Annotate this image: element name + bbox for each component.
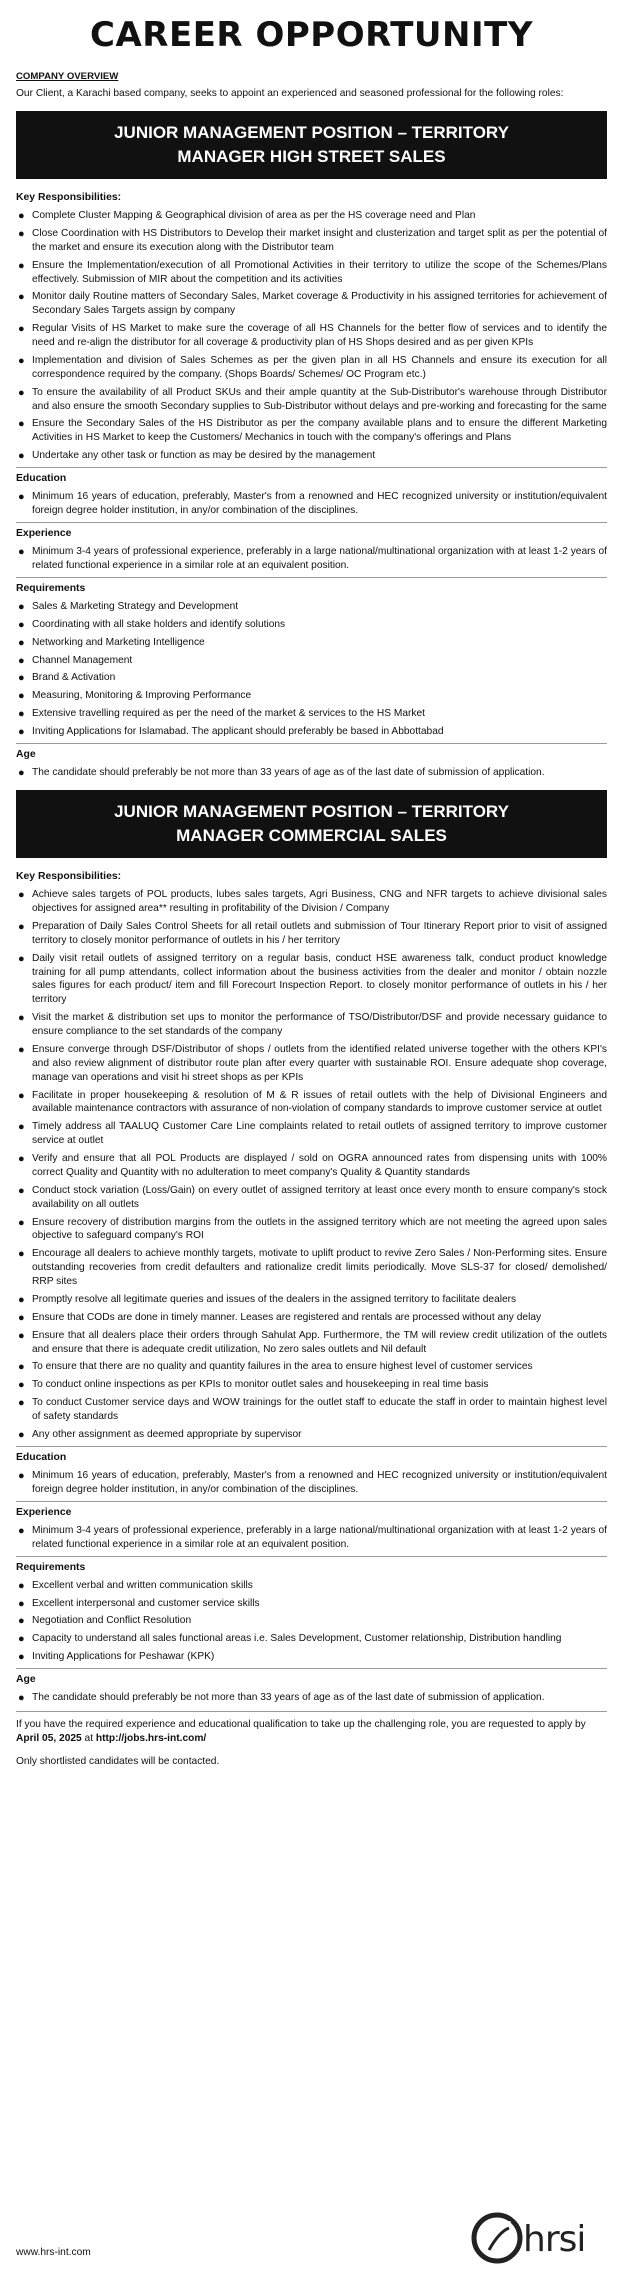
list-item-text: Preparation of Daily Sales Control Sheets for all retail outlets and submission of Tour Itinerary Report prior to visit of assigned territory to closely monitor performance of outlets in his / her territory (32, 920, 607, 946)
age-heading: Age (16, 1674, 36, 1686)
position-title-line1: JUNIOR MANAGEMENT POSITION – TERRITORY (114, 802, 509, 821)
list-item-text: Undertake any other task or function as may be desired by the management (32, 450, 376, 462)
list-item (16, 654, 607, 668)
bullet-icon: ● (18, 618, 25, 631)
list-item-text: Excellent verbal and written communication skills (32, 1579, 253, 1591)
list-item-text: Implementation and division of Sales Schemes as per the given plan in all HS Channels and ensure its execution for all correspondence required by the company. (Shops Boards/ Schemes/ OC Program etc.) (32, 354, 607, 380)
list-item (16, 1597, 607, 1611)
list-item (16, 671, 607, 685)
list-item-text: Timely address all TAALUQ Customer Care Line complaints related to retail outlets of assigned territory to improve customer service at outlet (32, 1121, 607, 1147)
education-heading: Education (16, 1451, 67, 1463)
hrsi-logo (471, 2210, 603, 2266)
company-overview-label: COMPANY OVERVIEW (16, 71, 119, 82)
bullet-icon: ● (18, 491, 25, 504)
list-item (16, 449, 607, 463)
bullet-icon: ● (18, 1153, 25, 1166)
list-item-text: Ensure recovery of distribution margins from the outlets in the assigned territory which are not meeting the agreed upon sales objective to safeguard company's ROI (32, 1216, 607, 1242)
age-section (16, 743, 607, 780)
list-item (16, 1614, 607, 1628)
bullet-icon: ● (18, 1121, 25, 1134)
list-item (16, 1311, 607, 1325)
experience-section (16, 1501, 607, 1552)
bullet-icon: ● (18, 259, 25, 272)
list-item-text: To conduct online inspections as per KPIs to monitor outlet sales and housekeeping in real time basis (32, 1379, 489, 1391)
list-item-text: Close Coordination with HS Distributors to Develop their market insight and clusterization and target split as per the potential of the market and ensure its execution along with the Distributor team (32, 227, 607, 253)
age-list (16, 766, 607, 780)
age-heading: Age (16, 748, 36, 760)
apply-text-at: at (81, 1732, 96, 1744)
list-item-text: Sales & Marketing Strategy and Development (32, 600, 239, 612)
experience-heading: Experience (16, 1506, 72, 1518)
position-banner (16, 790, 607, 858)
bullet-icon: ● (18, 418, 25, 431)
list-item-text: Inviting Applications for Islamabad. The applicant should preferably be based in Abbottabad (32, 726, 444, 738)
requirements-section (16, 577, 607, 739)
list-item-text: Measuring, Monitoring & Improving Performance (32, 690, 252, 702)
bullet-icon: ● (18, 600, 25, 613)
hrsi-logo-mark-icon (471, 2212, 523, 2264)
bullet-icon: ● (18, 690, 25, 703)
list-item (16, 766, 607, 780)
list-item-text: Verify and ensure that all POL Products are displayed / sold on OGRA announced rates from dispensing units with 100% correct Quality and Quantity with no adulteration to meet company's Quality & Quantity standards (32, 1153, 607, 1178)
list-item-text: Promptly resolve all legitimate queries and issues of the dealers in the assigned territory to facilitate dealers (32, 1293, 517, 1305)
key-responsibilities-list (16, 888, 607, 1442)
education-section (16, 1446, 607, 1497)
bullet-icon: ● (18, 386, 25, 399)
list-item (16, 322, 607, 350)
position-title-line2: MANAGER COMMERCIAL SALES (176, 826, 447, 845)
requirements-section (16, 1556, 607, 1665)
list-item-text: Visit the market & distribution set ups to monitor the performance of TSO/Distributor/DSF and provide necessary guidance to ensure compliance to the set standards of the company (32, 1012, 607, 1038)
list-item (16, 1360, 607, 1374)
bullet-icon: ● (18, 708, 25, 721)
list-item (16, 1089, 607, 1117)
bullet-icon: ● (18, 1633, 25, 1646)
apply-text: If you have the required experience and educational qualification to take up the challenging role, you are requested to apply by (16, 1719, 586, 1731)
list-item (16, 618, 607, 632)
bullet-icon: ● (18, 1248, 25, 1261)
list-item (16, 354, 607, 382)
apply-sentence (16, 1718, 607, 1746)
list-item (16, 1120, 607, 1148)
bullet-icon: ● (18, 1089, 25, 1102)
list-item-text: Daily visit retail outlets of assigned territory on a regular basis, conduct HSE awareness talk, conduct product knowledge training for all pump attendants, collect information about the business activities from the dealer and monitor / obtain nozzle sales figures for each product/ item and fill Forecourt Inspection Report. to closely monitor performance of outlets in his / her territory (32, 952, 607, 1006)
list-item (16, 1378, 607, 1392)
bullet-icon: ● (18, 1012, 25, 1025)
bullet-icon: ● (18, 1524, 25, 1537)
education-heading: Education (16, 473, 67, 485)
requirements-list (16, 600, 607, 739)
page-title: CAREER OPPORTUNITY (90, 15, 533, 55)
list-item (16, 725, 607, 739)
list-item (16, 1396, 607, 1424)
list-item-text: Negotiation and Conflict Resolution (32, 1615, 192, 1627)
list-item (16, 1216, 607, 1244)
list-item-text: Minimum 16 years of education, preferably, Master's from a renowned and HEC recognized university or institution/equivalent foreign degree holder institution, in any/or combination of the disciplines. (32, 491, 607, 517)
bullet-icon: ● (18, 1216, 25, 1229)
list-item (16, 600, 607, 614)
list-item-text: Excellent interpersonal and customer service skills (32, 1597, 260, 1609)
list-item (16, 1247, 607, 1289)
list-item-text: Ensure that all dealers place their orders through Sahulat App. Furthermore, the TM will review credit utilization of the outlets and ensure that there is adequate credit utilization, No zero sales outlets and Nil default (32, 1329, 607, 1355)
list-item (16, 636, 607, 650)
list-item-text: Encourage all dealers to achieve monthly targets, motivate to uplift product to revive Zero Sales / Non-Performing sites. Ensure outstanding recoveries from credit defaulters and rationalize credit limits periodically. Move SLS-37 for closed/ demolished/ RRP sites (32, 1248, 607, 1288)
list-item-text: Ensure the Secondary Sales of the HS Distributor as per the company available plans and to ensure the different Marketing Activities in HS Market to keep the Customers/ Mechanics in touch with the company's offerings and Plans (32, 418, 607, 444)
bullet-icon: ● (18, 636, 25, 649)
requirements-heading: Requirements (16, 582, 86, 594)
bullet-icon: ● (18, 1597, 25, 1610)
list-item (16, 490, 607, 518)
list-item-text: To conduct Customer service days and WOW trainings for the outlet staff to educate the staff in order to maintain highest level of safety standards (32, 1397, 607, 1423)
requirements-list (16, 1579, 607, 1664)
list-item-text: To ensure that there are no quality and quantity failures in the area to ensure highest level of customer services (32, 1361, 533, 1373)
requirements-heading: Requirements (16, 1561, 86, 1573)
company-overview-text: Our Client, a Karachi based company, seeks to appoint an experienced and seasoned professional for the following roles: (16, 88, 564, 100)
list-item (16, 920, 607, 948)
list-item-text: Minimum 16 years of education, preferably, Master's from a renowned and HEC recognized university or institution/equivalent foreign degree holder institution, in any/or combination of the disciplines. (32, 1469, 607, 1495)
list-item (16, 227, 607, 255)
bullet-icon: ● (18, 1579, 25, 1592)
bullet-icon: ● (18, 952, 25, 965)
bullet-icon: ● (18, 1361, 25, 1374)
list-item (16, 1184, 607, 1212)
bullet-icon: ● (18, 767, 25, 780)
list-item (16, 1428, 607, 1442)
list-item-text: Minimum 3-4 years of professional experience, preferably in a large national/multinational organization with at least 1-2 years of related functional experience in a similar role at an equivalent position. (32, 1524, 607, 1550)
list-item-text: Extensive travelling required as per the need of the market & services to the HS Market (32, 708, 425, 720)
list-item (16, 1293, 607, 1307)
bullet-icon: ● (18, 291, 25, 304)
list-item-text: Achieve sales targets of POL products, lubes sales targets, Agri Business, CNG and NFR targets to achieve divisional sales objectives for assigned area** resulting in profitability of the Division / Company (32, 889, 607, 915)
bullet-icon: ● (18, 1428, 25, 1441)
bullet-icon: ● (18, 1043, 25, 1056)
list-item (16, 1650, 607, 1664)
position-title-line2: MANAGER HIGH STREET SALES (177, 146, 446, 166)
key-responsibilities-list (16, 209, 607, 463)
position-banner (16, 111, 607, 179)
experience-heading: Experience (16, 527, 72, 539)
key-responsibilities-section (16, 866, 607, 1442)
bullet-icon: ● (18, 672, 25, 685)
list-item (16, 386, 607, 414)
bullet-icon: ● (18, 1469, 25, 1482)
list-item-text: The candidate should preferably be not more than 33 years of age as of the last date of submission of application. (32, 1692, 545, 1704)
apply-link[interactable]: http://jobs.hrs-int.com/ (95, 1732, 207, 1744)
list-item (16, 707, 607, 721)
bullet-icon: ● (18, 920, 25, 933)
list-item (16, 689, 607, 703)
list-item (16, 1579, 607, 1593)
positions-container (16, 111, 607, 1705)
bullet-icon: ● (18, 1311, 25, 1324)
list-item (16, 952, 607, 1008)
age-section (16, 1668, 607, 1705)
list-item (16, 1152, 607, 1180)
list-item-text: Channel Management (32, 654, 133, 666)
list-item-text: Coordinating with all stake holders and identify solutions (32, 618, 286, 630)
key-responsibilities-heading: Key Responsibilities: (16, 191, 122, 203)
list-item-text: Brand & Activation (32, 672, 116, 684)
list-item-text: Conduct stock variation (Loss/Gain) on every outlet of assigned territory at least once every month to ensure company's stock availability on all outlets (32, 1184, 607, 1210)
bullet-icon: ● (18, 1293, 25, 1306)
bullet-icon: ● (18, 1651, 25, 1664)
experience-section (16, 522, 607, 573)
bullet-icon: ● (18, 546, 25, 559)
bullet-icon: ● (18, 227, 25, 240)
bullet-icon: ● (18, 654, 25, 667)
position-title-line1: JUNIOR MANAGEMENT POSITION – TERRITORY (114, 122, 509, 142)
shortlist-note: Only shortlisted candidates will be contacted. (16, 1755, 220, 1767)
key-responsibilities-heading: Key Responsibilities: (16, 871, 122, 882)
bullet-icon: ● (18, 726, 25, 739)
list-item-text: To ensure the availability of all Product SKUs and their ample quantity at the Sub-Distributor's warehouse through Distributor and also ensure the smooth Secondary supplies to Sub-Distributor without delays and pre-working and forecasting for the same (32, 386, 607, 412)
bullet-icon: ● (18, 210, 25, 223)
list-item-text: The candidate should preferably be not more than 33 years of age as of the last date of submission of application. (32, 767, 545, 779)
list-item-text: Monitor daily Routine matters of Secondary Sales, Market coverage & Productivity in his assigned territories for achievement of Secondary Sales Targets assign by company (32, 291, 607, 317)
list-item (16, 290, 607, 318)
bullet-icon: ● (18, 1692, 25, 1705)
list-item (16, 1691, 607, 1705)
hrsi-logo-text: hrsi (523, 2219, 586, 2260)
list-item-text: Ensure converge through DSF/Distributor of shops / outlets from the identified related universe together with the others KPI's and also review alignment of distributor route plan after every quarter with sustainable ROI. Ensure adequate shop coverage, manage van operations and visit hi street shops as per KPIs (32, 1043, 607, 1083)
bullet-icon: ● (18, 1379, 25, 1392)
bullet-icon: ● (18, 323, 25, 336)
list-item-text: Ensure that CODs are done in timely manner. Leases are registered and rentals are processed without any delay (32, 1311, 542, 1323)
list-item (16, 1329, 607, 1357)
list-item (16, 259, 607, 287)
education-list (16, 490, 607, 518)
bullet-icon: ● (18, 450, 25, 463)
experience-list (16, 545, 607, 573)
list-item-text: Facilitate in proper housekeeping & resolution of M & R issues of retail outlets with the help of Divisional Engineers and available maintenance contractors with assurance of non-violation of company standards to improve customer service at outlet (32, 1089, 607, 1115)
list-item-text: Networking and Marketing Intelligence (32, 636, 205, 648)
education-section (16, 467, 607, 518)
list-item (16, 209, 607, 223)
list-item-text: Inviting Applications for Peshawar (KPK) (32, 1651, 215, 1663)
key-responsibilities-section (16, 187, 607, 463)
list-item-text: Ensure the Implementation/execution of all Promotional Activities in their territory to utilize the scope of the Schemes/Plans effectively. Submission of MIR about the competition and its activities (32, 259, 607, 285)
bullet-icon: ● (18, 1397, 25, 1410)
list-item (16, 1011, 607, 1039)
list-item (16, 1043, 607, 1085)
apply-deadline: April 05, 2025 (16, 1732, 82, 1744)
list-item (16, 1632, 607, 1646)
list-item (16, 417, 607, 445)
bullet-icon: ● (18, 1329, 25, 1342)
list-item (16, 888, 607, 916)
age-list (16, 1691, 607, 1705)
list-item (16, 1469, 607, 1497)
list-item-text: Complete Cluster Mapping & Geographical division of area as per the HS coverage need and Plan (32, 210, 476, 222)
website-link[interactable]: www.hrs-int.com (16, 2247, 91, 2259)
list-item (16, 545, 607, 573)
experience-list (16, 1524, 607, 1552)
bullet-icon: ● (18, 1615, 25, 1628)
list-item-text: Regular Visits of HS Market to make sure the coverage of all HS Channels for the better flow of services and to identify the need and re-align the distributor for all coverage & productivity plan of HS Shops desired and as per given KPIs (32, 323, 607, 349)
bullet-icon: ● (18, 354, 25, 367)
application-instructions (16, 1711, 607, 1769)
list-item (16, 1524, 607, 1552)
list-item-text: Capacity to understand all sales functional areas i.e. Sales Development, Customer relationship, Distribution handling (32, 1633, 562, 1645)
list-item-text: Any other assignment as deemed appropriate by supervisor (32, 1428, 302, 1440)
bullet-icon: ● (18, 889, 25, 902)
bullet-icon: ● (18, 1184, 25, 1197)
list-item-text: Minimum 3-4 years of professional experience, preferably in a large national/multinational organization with at least 1-2 years of related functional experience in a similar role at an equivalent position. (32, 546, 607, 571)
education-list (16, 1469, 607, 1497)
